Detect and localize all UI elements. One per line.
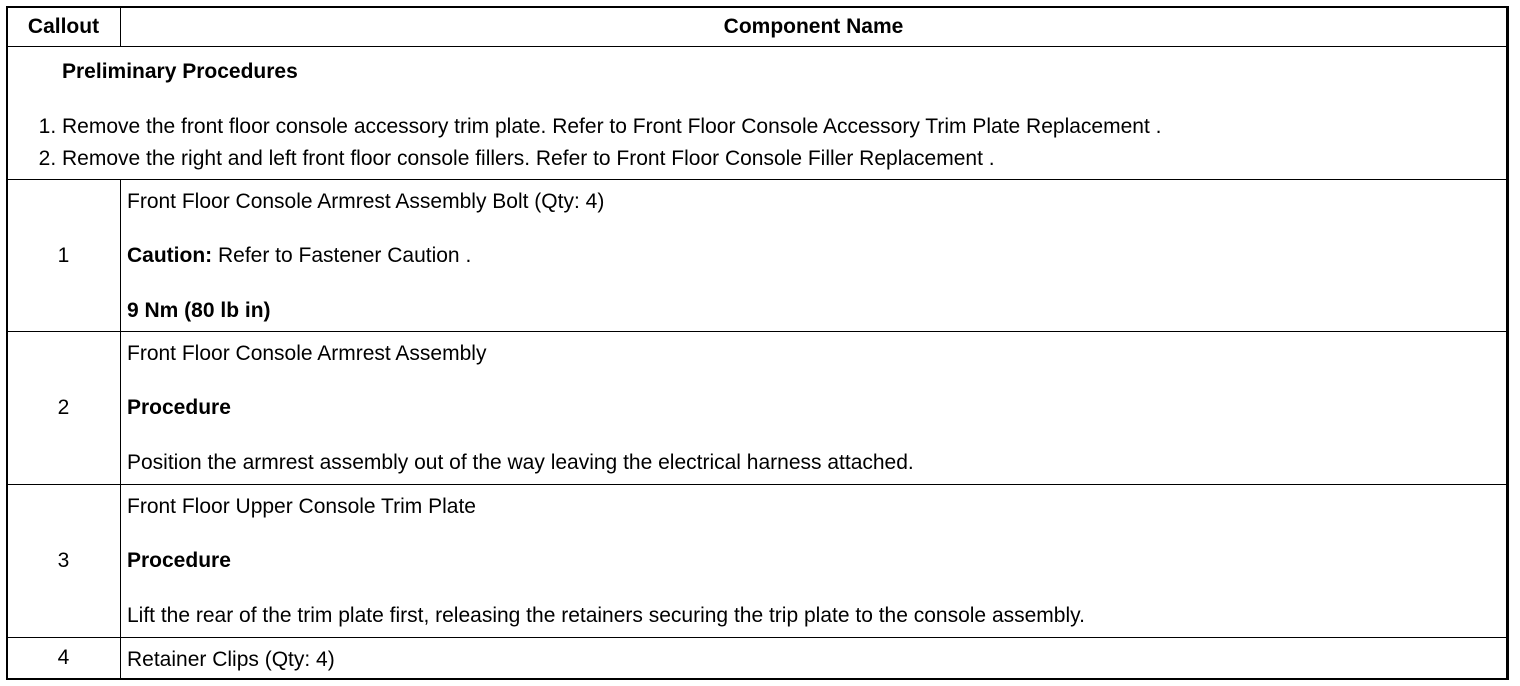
callout-number: 4: [7, 638, 121, 679]
table-row: [7, 638, 1507, 679]
caution-label: Caution:: [127, 244, 213, 267]
callout-header: Callout: [7, 7, 121, 47]
callout-number: 2: [7, 332, 121, 485]
table-row: [7, 180, 1507, 332]
preliminary-steps: [7, 115, 1506, 171]
component-name: Front Floor Upper Console Trim Plate: [127, 495, 476, 518]
preliminary-row: [7, 47, 1507, 180]
component-name: Retainer Clips (Qty: 4): [127, 648, 335, 671]
procedure-text: Position the armrest assembly out of the way leaving the electrical harness attached.: [127, 451, 914, 474]
procedure-table: [6, 6, 1507, 679]
table-row: [7, 485, 1507, 638]
caution-line: [127, 244, 1506, 268]
component-cell: [121, 485, 1507, 638]
component-name: Front Floor Console Armrest Assembly Bolt (Qty: 4): [127, 190, 605, 213]
preliminary-title: Preliminary Procedures: [62, 60, 298, 83]
preliminary-procedures: [7, 47, 1507, 180]
component-cell: [121, 180, 1507, 332]
component-name-header: Component Name: [121, 7, 1507, 47]
preliminary-step: 2. Remove the right and left front floor console fillers. Refer to Front Floor Console Filler Replacement .: [62, 147, 1506, 171]
procedure-label: Procedure: [127, 549, 231, 572]
torque-spec: 9 Nm (80 lb in): [127, 299, 271, 322]
callout-number: 1: [7, 180, 121, 332]
preliminary-step: 1. Remove the front floor console accessory trim plate. Refer to Front Floor Console Accessory Trim Plate Replacement .: [62, 115, 1506, 139]
component-cell: [121, 332, 1507, 485]
procedure-label: Procedure: [127, 396, 231, 419]
procedure-text: Lift the rear of the trim plate first, releasing the retainers securing the trip plate to the console assembly.: [127, 604, 1085, 627]
callout-number: 3: [7, 485, 121, 638]
caution-text: Refer to Fastener Caution .: [212, 244, 472, 267]
table-row: [7, 332, 1507, 485]
component-name: Front Floor Console Armrest Assembly: [127, 342, 487, 365]
header-row: [7, 7, 1507, 47]
component-cell: [121, 638, 1507, 679]
